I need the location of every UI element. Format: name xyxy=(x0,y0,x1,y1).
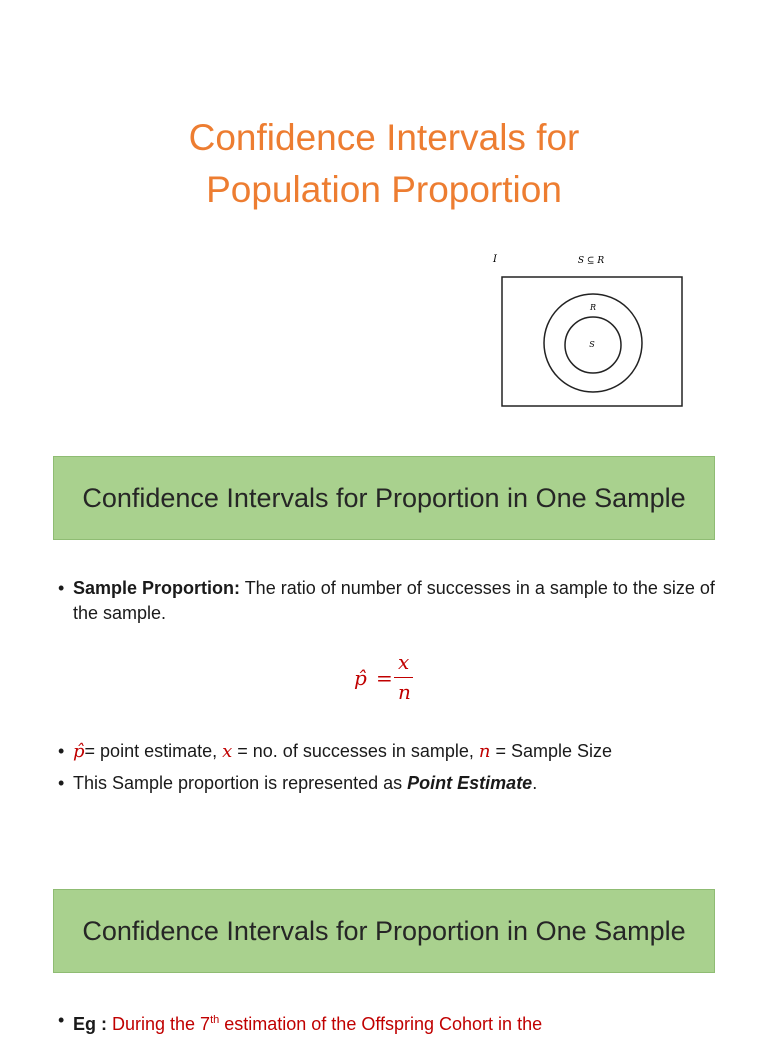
point-estimate-end: . xyxy=(532,773,538,793)
set-s-label: S xyxy=(589,340,595,349)
formula-denominator: n xyxy=(398,680,411,704)
n-symbol: n xyxy=(478,741,491,762)
bullet-example xyxy=(58,1008,718,1037)
bullet-glyph: • xyxy=(58,741,65,761)
section-heading-2 xyxy=(53,889,715,973)
point-estimate-text: This Sample proportion is represented as xyxy=(73,773,408,793)
sample-proportion-definition: The ratio of number of successes in a sample to the size of the sample. xyxy=(73,578,715,623)
page-title xyxy=(0,112,768,216)
title-line-1: Confidence Intervals for xyxy=(188,117,580,158)
section-heading-1-text: Confidence Intervals for Proportion in One Sample xyxy=(82,483,686,513)
example-superscript: th xyxy=(210,1014,220,1026)
example-text-before: During the 7 xyxy=(107,1014,211,1034)
set-r-label: R xyxy=(589,303,597,312)
venn-tick-mark: I xyxy=(493,254,497,265)
bullet-glyph: • xyxy=(58,773,65,793)
section-heading-1 xyxy=(53,456,715,540)
x-definition: = no. of successes in sample, xyxy=(232,741,479,761)
proportion-formula xyxy=(340,648,430,708)
formula-numerator: x xyxy=(398,650,410,674)
sample-proportion-term: Sample Proportion: xyxy=(73,578,241,598)
title-line-2: Population Proportion xyxy=(206,169,562,210)
venn-diagram xyxy=(486,248,688,412)
n-definition: = Sample Size xyxy=(490,741,613,761)
bullet-sample-proportion xyxy=(58,576,718,626)
venn-caption: S ⊆ R xyxy=(577,256,605,266)
formula-equals: = xyxy=(376,666,393,690)
section-heading-2-text: Confidence Intervals for Proportion in One Sample xyxy=(82,916,686,946)
fraction-bar xyxy=(394,677,413,678)
point-estimate-emphasis: Point Estimate xyxy=(407,773,533,793)
x-symbol: x xyxy=(222,741,233,762)
bullet-symbol-definitions xyxy=(58,739,718,764)
bullet-point-estimate xyxy=(58,771,718,796)
bullet-glyph: • xyxy=(58,578,65,598)
formula-p-hat: p̂ xyxy=(354,666,367,690)
p-hat-definition: = point estimate, xyxy=(84,741,223,761)
p-hat-symbol: p̂ xyxy=(73,741,85,762)
bullet-glyph: • xyxy=(58,1010,65,1030)
example-label: Eg : xyxy=(73,1014,107,1034)
venn-svg xyxy=(486,248,688,412)
example-text-after: estimation of the Offspring Cohort in the xyxy=(219,1014,543,1034)
